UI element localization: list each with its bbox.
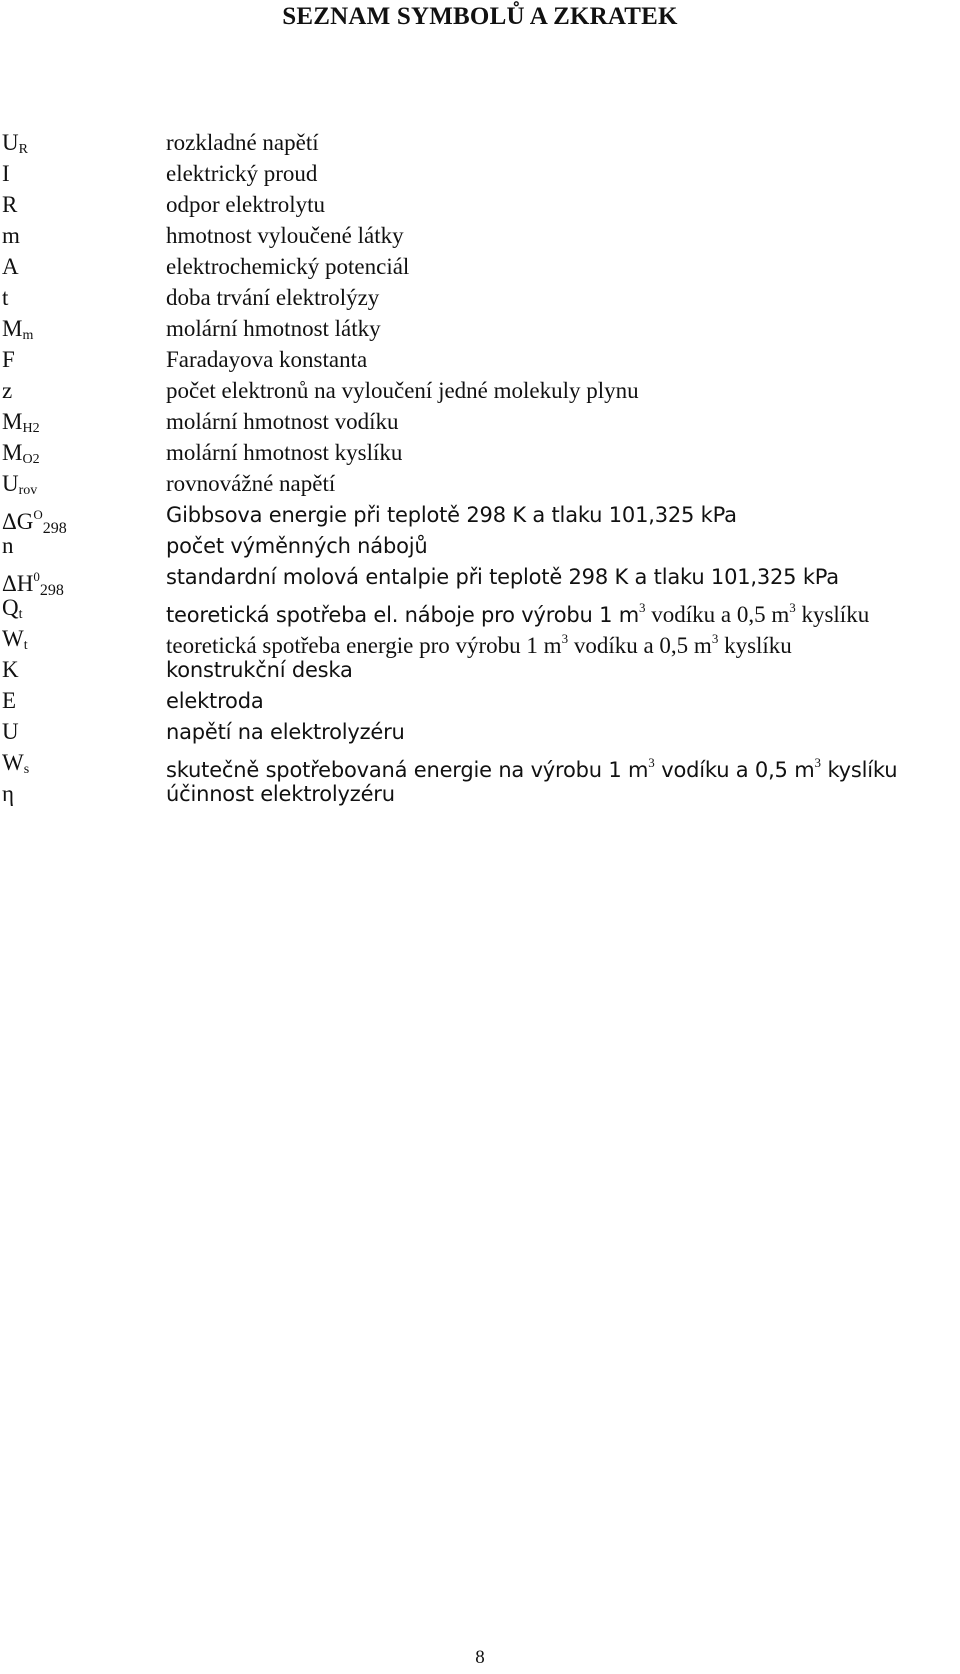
list-item — [0, 438, 960, 469]
description: molární hmotnost látky — [166, 316, 381, 341]
symbol: F — [2, 347, 15, 372]
list-item — [0, 686, 960, 717]
description: elektrochemický potenciál — [166, 254, 410, 279]
symbol: $M_{H2}$ — [2, 409, 40, 436]
list-item — [0, 531, 960, 562]
symbol: z — [2, 378, 13, 403]
description: molární hmotnost kyslíku — [166, 440, 403, 465]
description: skutečně spotřebovaná energie na výrobu 1 $m^3$ vodíku a 0,5 $m^3$ kyslíku — [166, 755, 898, 782]
symbol: U — [2, 719, 19, 744]
list-item — [0, 128, 960, 159]
list-item — [0, 593, 960, 627]
description: teoretická spotřeba energie pro výrobu 1 $m^3$ vodíku a 0,5 $m^3$ kyslíku — [166, 631, 792, 658]
description: molární hmotnost vodíku — [166, 409, 399, 434]
list-item — [0, 314, 960, 345]
description: napětí na elektrolyzéru — [166, 720, 405, 744]
list-item — [0, 717, 960, 748]
list-item — [0, 469, 960, 500]
page-number: 8 — [475, 1647, 485, 1668]
description: odpor elektrolytu — [166, 192, 326, 217]
description: konstrukční deska — [166, 658, 353, 682]
symbol-list — [0, 128, 960, 810]
description: hmotnost vyloučené látky — [166, 223, 404, 248]
description: Faradayova konstanta — [166, 347, 368, 372]
symbol: $U_R$ — [2, 130, 28, 157]
list-item — [0, 283, 960, 314]
symbol: $M_m$ — [2, 316, 34, 343]
list-item — [0, 376, 960, 407]
list-item — [0, 624, 960, 658]
description: počet elektronů na vyloučení jedné molekuly plynu — [166, 378, 639, 403]
symbol: t — [2, 285, 9, 310]
symbol: R — [2, 192, 18, 217]
symbol: $Q_t$ — [2, 595, 23, 622]
symbol: E — [2, 688, 17, 713]
list-item — [0, 159, 960, 190]
list-item — [0, 345, 960, 376]
list-item — [0, 562, 960, 599]
description: účinnost elektrolyzéru — [166, 782, 395, 806]
list-item — [0, 748, 960, 782]
symbol: n — [2, 533, 14, 558]
symbol: $\Delta H^0298$ — [2, 569, 64, 599]
symbol: I — [2, 161, 10, 186]
description: rozkladné napětí — [166, 130, 319, 155]
list-item — [0, 252, 960, 283]
list-item — [0, 655, 960, 686]
symbol: $W_t$ — [2, 626, 28, 653]
description: teoretická spotřeba el. náboje pro výrobu 1 $m^3$ vodíku a 0,5 $m^3$ kyslíku — [166, 600, 870, 627]
list-item — [0, 407, 960, 438]
description: standardní molová entalpie při teplotě 298 K a tlaku 101,325 kPa — [166, 565, 839, 589]
description: počet výměnných nábojů — [166, 534, 428, 558]
symbol: K — [2, 657, 19, 682]
list-item — [0, 190, 960, 221]
description: Gibbsova energie při teplotě 298 K a tlaku 101,325 kPa — [166, 503, 737, 527]
description: rovnovážné napětí — [166, 471, 336, 496]
symbol: $\Delta G^O298$ — [2, 507, 67, 537]
symbol: $W_s$ — [2, 750, 30, 777]
description: doba trvání elektrolýzy — [166, 285, 380, 310]
description: elektroda — [166, 689, 264, 713]
description: elektrický proud — [166, 161, 318, 186]
symbol: m — [2, 223, 20, 248]
symbol: A — [2, 254, 19, 279]
page-title: SEZNAM SYMBOLŮ A ZKRATEK — [282, 3, 678, 30]
list-item — [0, 779, 960, 810]
symbol: η — [2, 781, 15, 806]
list-item — [0, 221, 960, 252]
list-item — [0, 500, 960, 537]
symbol: $M_{O2}$ — [2, 440, 40, 467]
symbol: $U_{rov}$ — [2, 471, 38, 498]
